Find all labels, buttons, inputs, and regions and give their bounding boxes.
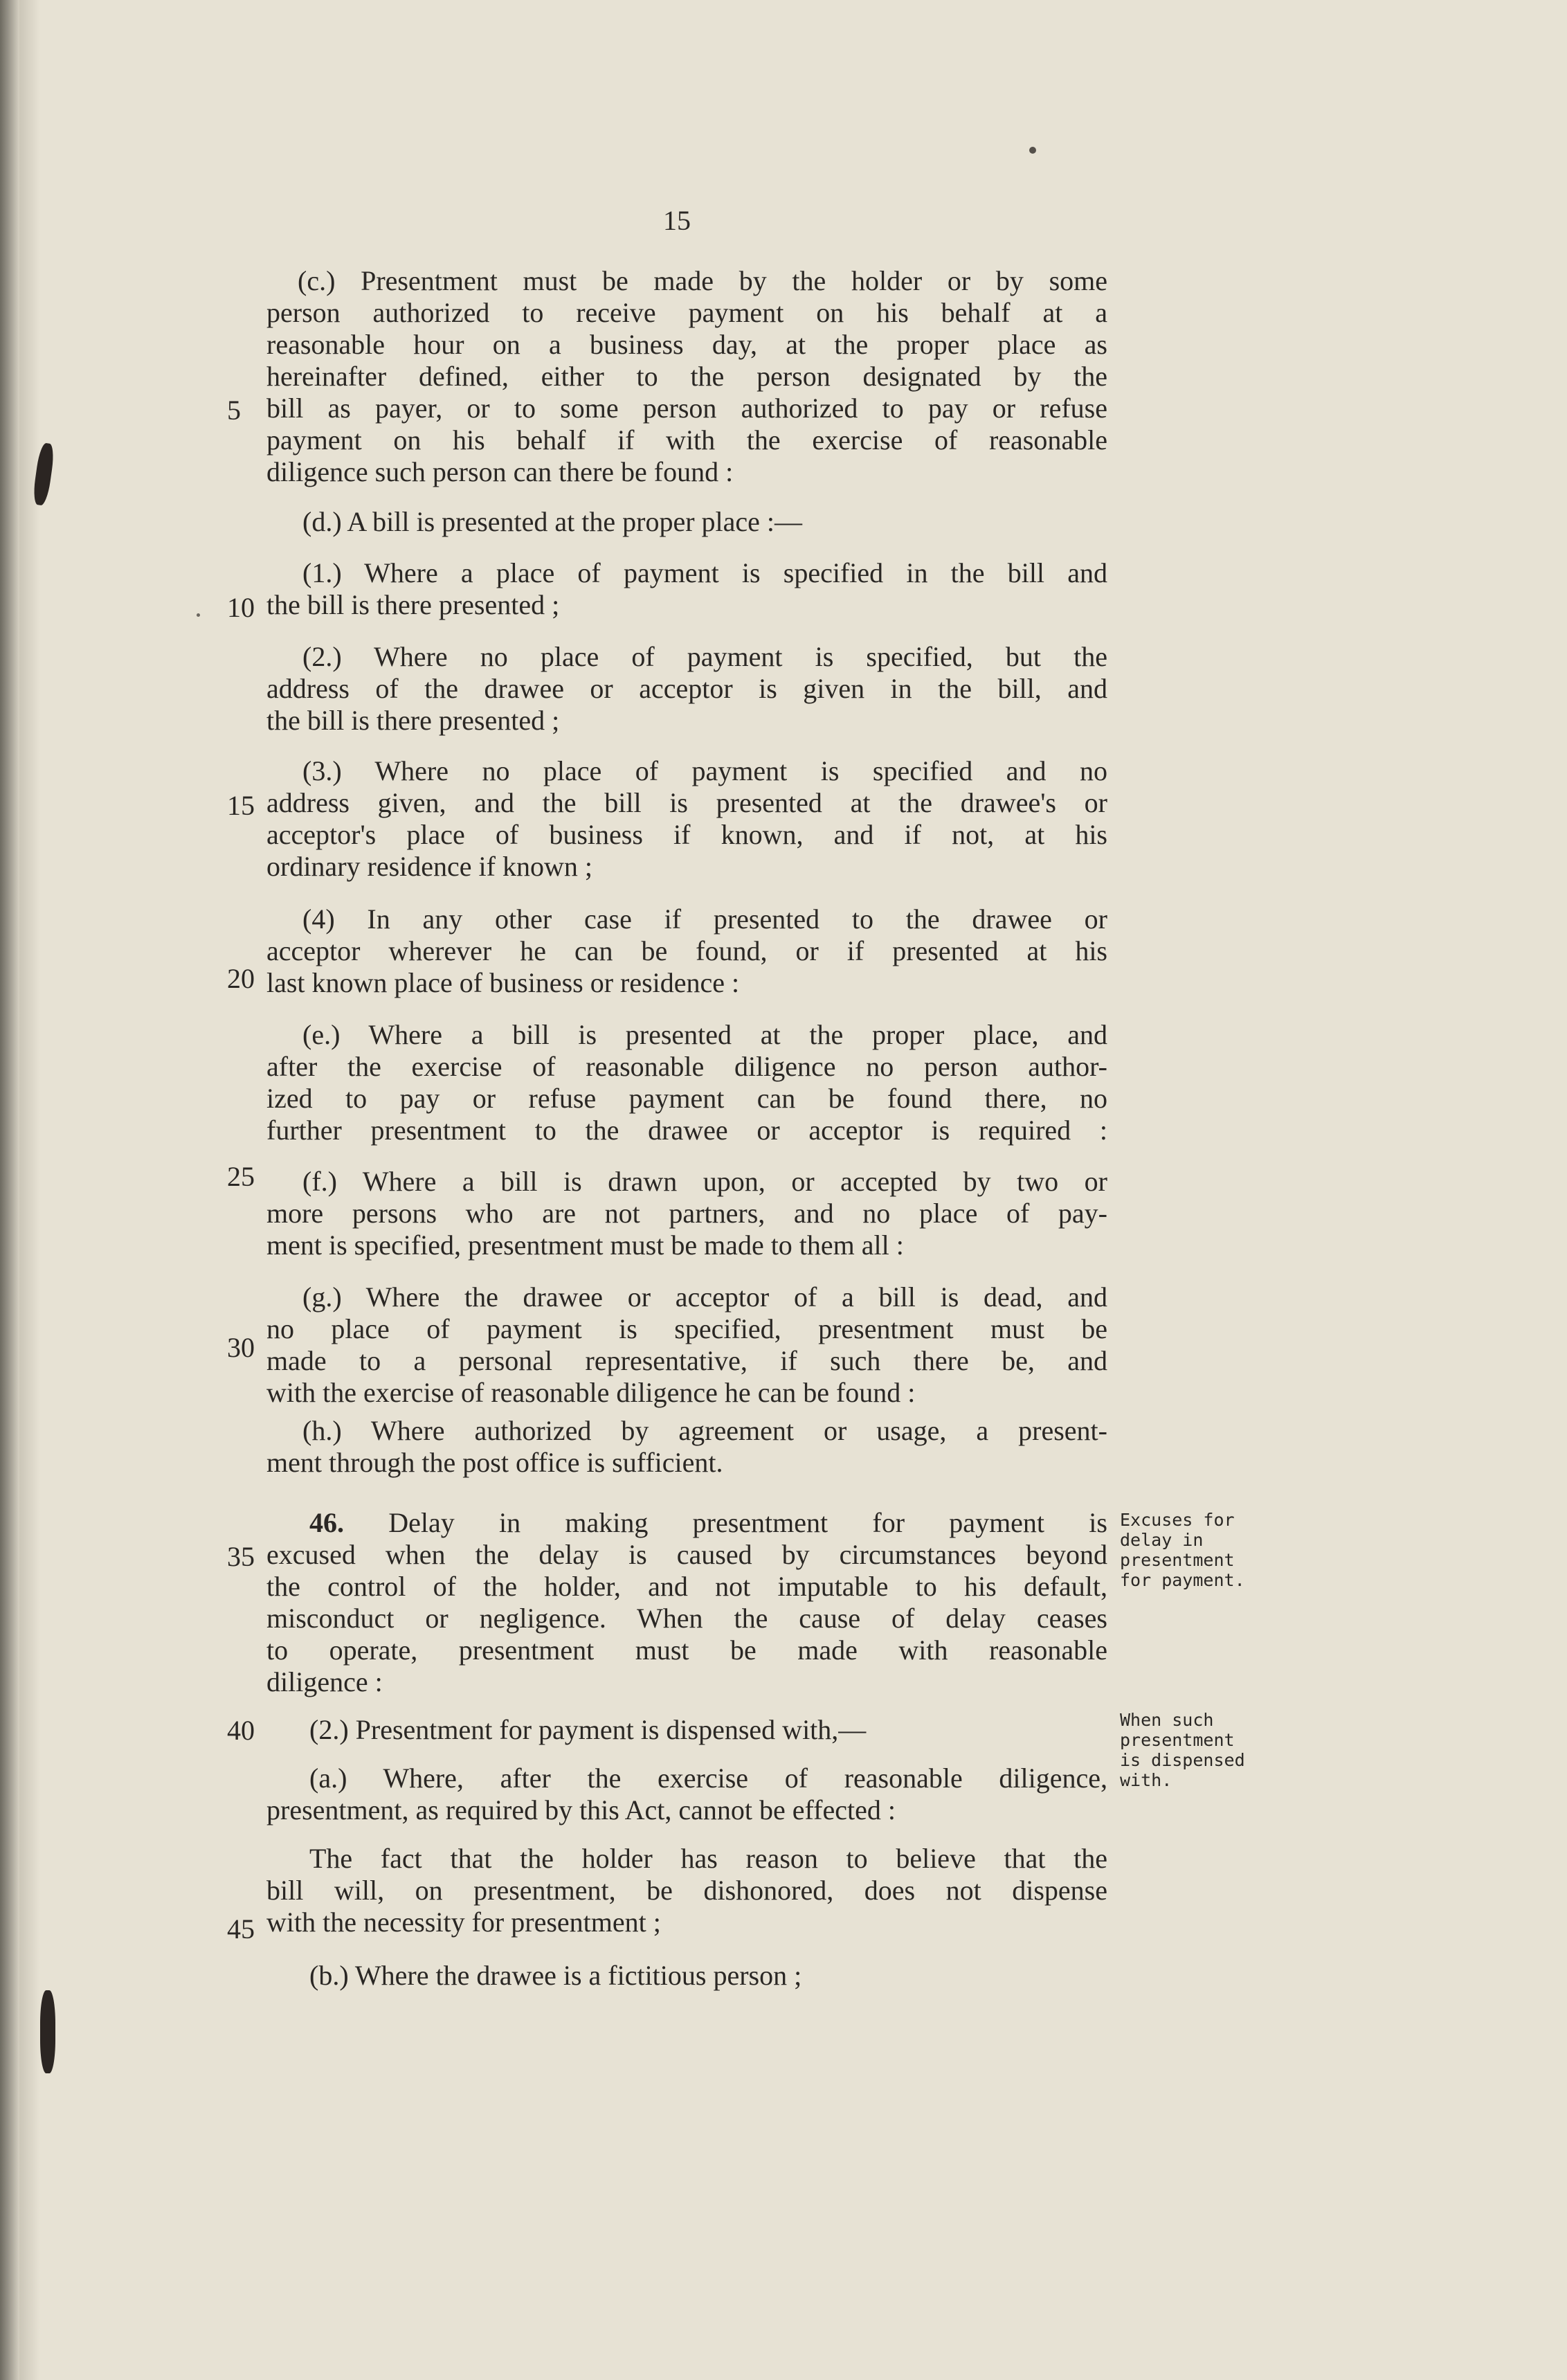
text-line: (h.) Where authorized by agreement or usage, a present- [302,1415,1107,1446]
line-number-35: 35 [227,1541,255,1572]
text-line: diligence : [266,1666,383,1697]
text-line: ment is specified, presentment must be made to them all : [266,1229,904,1261]
line-number-10: 10 [227,592,255,623]
paper-speck [1029,147,1036,154]
text-line: (b.) Where the drawee is a fictitious person ; [309,1960,802,1991]
text-line: presentment, as required by this Act, cannot be effected : [266,1794,896,1825]
text-line: The fact that the holder has reason to believe that the [309,1843,1107,1874]
text-line: address of the drawee or acceptor is given in the bill, and [266,673,1107,704]
margin-note-line: When such [1120,1710,1214,1730]
text-line: further presentment to the drawee or acceptor is required : [266,1115,1107,1146]
text-line: bill as payer, or to some person authorized to pay or refuse [266,393,1107,424]
margin-note-line: presentment [1120,1730,1235,1750]
spine-shadow [19,0,40,2380]
text-line: bill will, on presentment, be dishonored, does not dispense [266,1875,1107,1906]
margin-note-dispensed [1120,1710,1258,1790]
line-number-25: 25 [227,1161,255,1192]
section-46-first-line [309,1507,1107,1539]
text-line: the bill is there presented ; [266,589,560,620]
text-line: diligence such person can there be found : [266,456,734,487]
line-number-45: 45 [227,1913,255,1945]
text-line: person authorized to receive payment on his behalf at a [266,297,1107,328]
section-46-text: Delay in making presentment for payment is [344,1507,1107,1538]
text-line: acceptor's place of business if known, and if not, at his [266,819,1107,850]
margin-note-line: presentment [1120,1550,1235,1570]
text-line: ized to pay or refuse payment can be found there, no [266,1083,1107,1114]
section-number: 46. [309,1507,344,1538]
text-line: (1.) Where a place of payment is specified in the bill and [302,557,1107,588]
text-line: excused when the delay is caused by circumstances beyond [266,1539,1107,1570]
text-line: with the exercise of reasonable diligence he can be found : [266,1377,916,1408]
text-line: acceptor wherever he can be found, or if presented at his [266,935,1107,966]
text-line: (f.) Where a bill is drawn upon, or accepted by two or [302,1166,1107,1197]
text-line: (g.) Where the drawee or acceptor of a bill is dead, and [302,1281,1107,1313]
text-line: address given, and the bill is presented at the drawee's or [266,787,1107,818]
margin-note-excuses [1120,1510,1258,1590]
text-line: hereinafter defined, either to the person designated by the [266,361,1107,392]
text-line: (2.) Where no place of payment is specified, but the [302,641,1107,672]
text-line: misconduct or negligence. When the cause of delay ceases [266,1603,1107,1634]
text-line: the control of the holder, and not imputable to his default, [266,1571,1107,1602]
margin-note-line: with. [1120,1770,1172,1790]
text-line: (d.) A bill is presented at the proper place :— [302,506,803,537]
text-line: (a.) Where, after the exercise of reasonable diligence, [309,1763,1107,1794]
text-line: ordinary residence if known ; [266,851,592,882]
margin-note-line: Excuses for [1120,1510,1235,1530]
text-line: payment on his behalf if with the exercise of reasonable [266,424,1107,456]
text-line: to operate, presentment must be made with reasonable [266,1634,1107,1666]
text-line: (c.) Presentment must be made by the holder or by some [298,265,1107,296]
margin-note-line: is dispensed [1120,1750,1245,1770]
text-line: (2.) Presentment for payment is dispensed with,— [309,1714,867,1745]
paper-dot [197,613,200,617]
line-number-5: 5 [227,395,241,426]
page-number: 15 [663,205,691,236]
line-number-30: 30 [227,1332,255,1363]
text-line: last known place of business or residence : [266,967,740,998]
margin-note-line: for payment. [1120,1570,1245,1590]
line-number-40: 40 [227,1715,255,1746]
text-line: made to a personal representative, if such there be, and [266,1345,1107,1376]
text-line: reasonable hour on a business day, at the proper place as [266,329,1107,360]
text-line: no place of payment is specified, presentment must be [266,1313,1107,1344]
text-line: ment through the post office is sufficient. [266,1447,723,1478]
text-line: (e.) Where a bill is presented at the proper place, and [302,1019,1107,1050]
line-number-20: 20 [227,963,255,994]
text-line: more persons who are not partners, and no place of pay- [266,1198,1107,1229]
text-line: (4) In any other case if presented to the drawee or [302,903,1107,935]
text-line: with the necessity for presentment ; [266,1906,661,1938]
line-number-15: 15 [227,790,255,821]
text-line: after the exercise of reasonable diligence no person author- [266,1051,1107,1082]
book-spine-edge [0,0,19,2380]
margin-note-line: delay in [1120,1530,1204,1550]
text-line: the bill is there presented ; [266,705,560,736]
binding-stitch-bottom [40,1990,55,2073]
text-line: (3.) Where no place of payment is specified and no [302,755,1107,786]
